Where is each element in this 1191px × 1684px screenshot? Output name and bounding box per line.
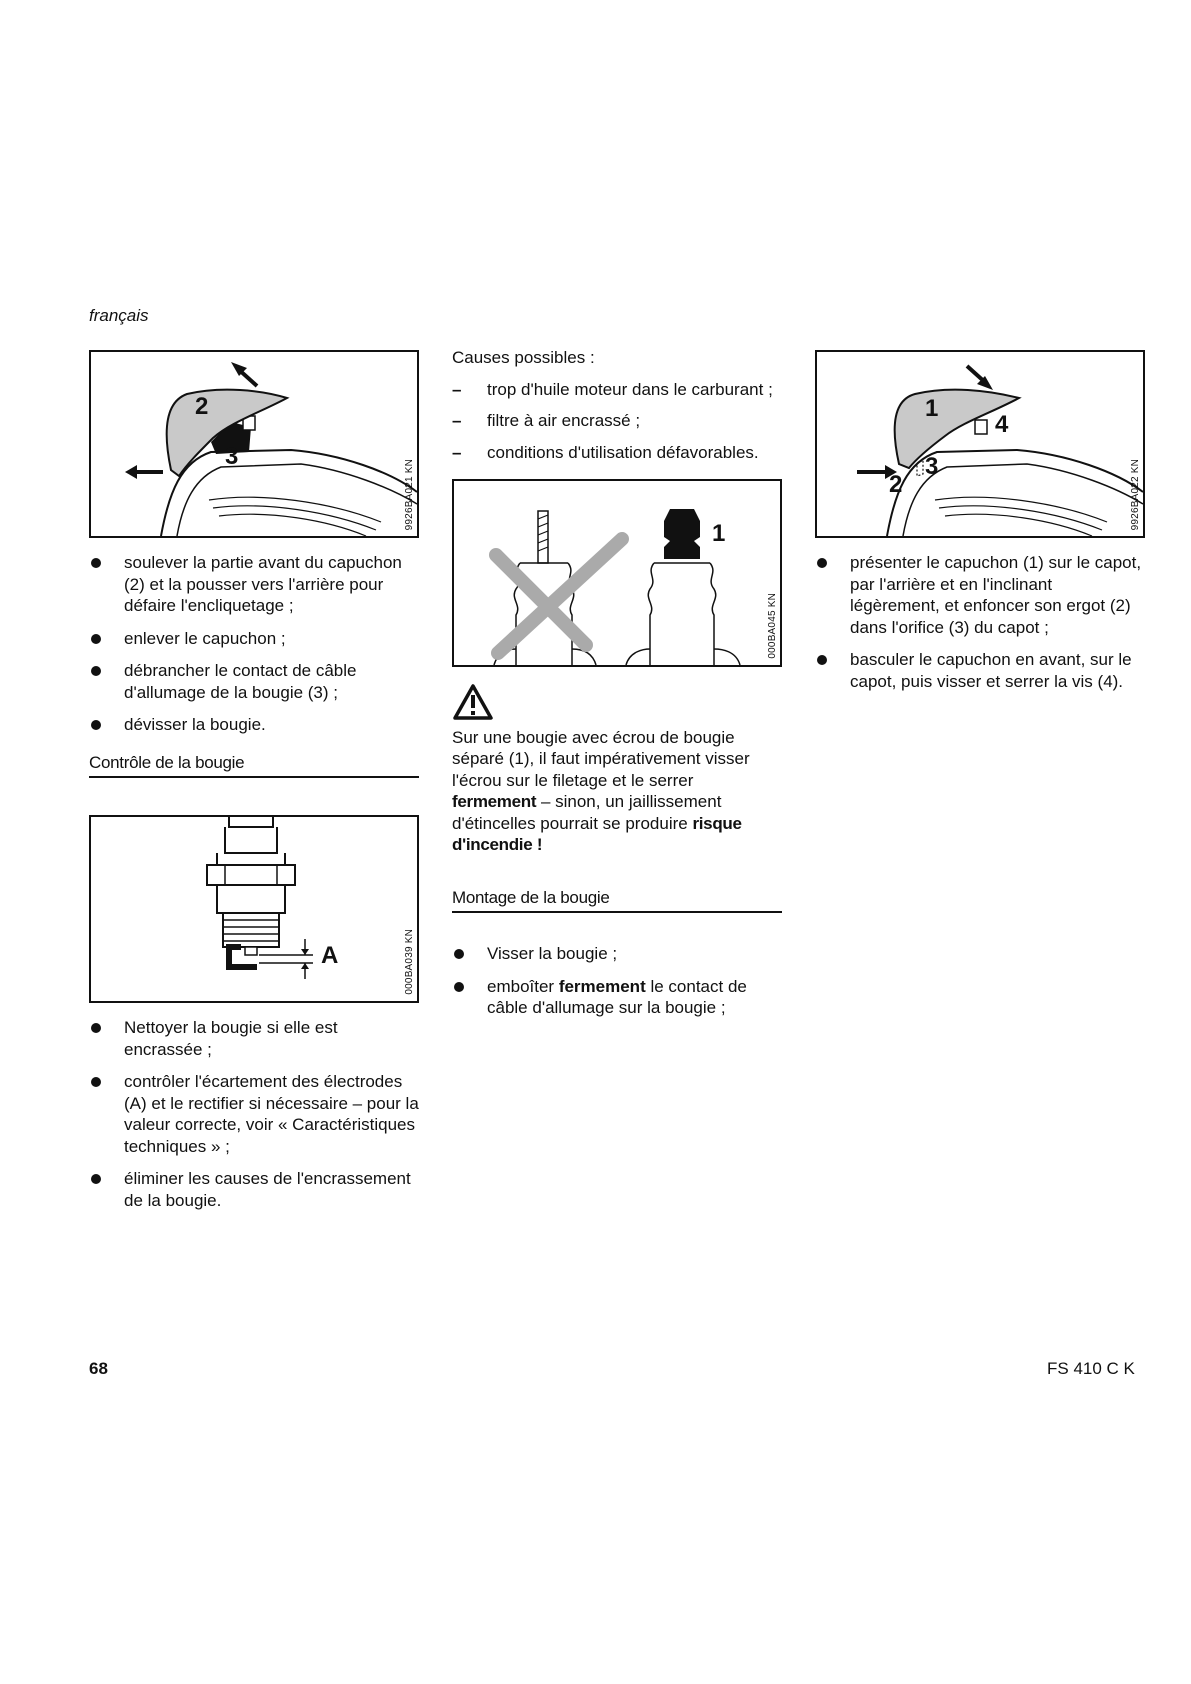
fig4-label-2: 2 xyxy=(889,471,903,498)
list-item: Nettoyer la bougie si elle est encrassée ; xyxy=(89,1017,419,1060)
figure-code: 000BA039 KN xyxy=(404,929,415,995)
figure-code: 000BA045 KN xyxy=(767,593,778,659)
list-item: – conditions d'utilisation défavorables. xyxy=(452,442,782,464)
list-item: – trop d'huile moteur dans le carburant ; xyxy=(452,379,782,401)
causes-list xyxy=(452,379,782,464)
figure-cap-mount xyxy=(815,350,1145,538)
list-item: Visser la bougie ; xyxy=(452,943,782,965)
list-item: soulever la partie avant du capuchon (2) et la pousser vers l'arrière pour défaire l'encliquetage ; xyxy=(89,552,419,617)
removal-steps xyxy=(89,552,419,736)
warning-text: Sur une bougie avec écrou de bougie séparé (1), il faut impérativement visser l'écrou sur le filetage et le serrer fermement – sinon, un jaillissement d'étincelles pourrait se produire risque d'incendie ! xyxy=(452,727,750,854)
fig4-label-3: 3 xyxy=(925,453,939,480)
fig2-label-a: A xyxy=(321,942,339,969)
language-label: français xyxy=(89,306,149,325)
cap-mount-illustration xyxy=(817,352,1143,536)
list-item: contrôler l'écartement des électrodes (A) et le rectifier si nécessaire – pour la valeur correcte, voir « Caractéristiques techniques » ; xyxy=(89,1071,419,1157)
figure-plug-nut xyxy=(452,479,782,667)
figure-code: 9926BA022 KN xyxy=(1130,458,1141,530)
fig1-label-3: 3 xyxy=(225,443,239,470)
list-item: emboîter fermement le contact de câble d'allumage sur la bougie ; xyxy=(452,976,782,1019)
page-number: 68 xyxy=(89,1359,108,1378)
list-item: – filtre à air encrassé ; xyxy=(452,410,782,432)
fig3-label-1: 1 xyxy=(712,520,726,547)
list-item: enlever le capuchon ; xyxy=(89,628,419,650)
list-item: débrancher le contact de câble d'allumage de la bougie (3) ; xyxy=(89,660,419,703)
spark-plug-nut-illustration xyxy=(454,481,780,665)
fig4-label-4: 4 xyxy=(995,411,1009,438)
cap-removal-illustration xyxy=(91,352,417,536)
fig4-label-1: 1 xyxy=(925,395,939,422)
mount-steps xyxy=(452,943,782,1019)
section-heading-check: Contrôle de la bougie xyxy=(89,752,419,779)
causes-title: Causes possibles : xyxy=(452,348,595,367)
spark-plug-gap-illustration xyxy=(91,817,417,1001)
list-item: dévisser la bougie. xyxy=(89,714,419,736)
mount-cap-steps xyxy=(815,552,1145,692)
list-item: présenter le capuchon (1) sur le capot, par l'arrière et en l'inclinant légèrement, et enfoncer son ergot (2) dans l'orifice (3) du capot ; xyxy=(815,552,1145,638)
fig1-label-2: 2 xyxy=(195,393,209,420)
figure-cap-removal xyxy=(89,350,419,538)
column-middle xyxy=(452,347,782,1030)
figure-plug-gap xyxy=(89,815,419,1003)
list-item: basculer le capuchon en avant, sur le capot, puis visser et serrer la vis (4). xyxy=(815,649,1145,692)
column-right xyxy=(815,350,1145,703)
model-name: FS 410 C K xyxy=(1047,1359,1135,1378)
column-left xyxy=(89,350,419,1222)
section-heading-mount: Montage de la bougie xyxy=(452,887,782,914)
check-steps xyxy=(89,1017,419,1211)
warning-triangle-icon xyxy=(452,683,782,727)
list-item: éliminer les causes de l'encrassement de la bougie. xyxy=(89,1168,419,1211)
figure-code: 9926BA021 KN xyxy=(404,458,415,530)
